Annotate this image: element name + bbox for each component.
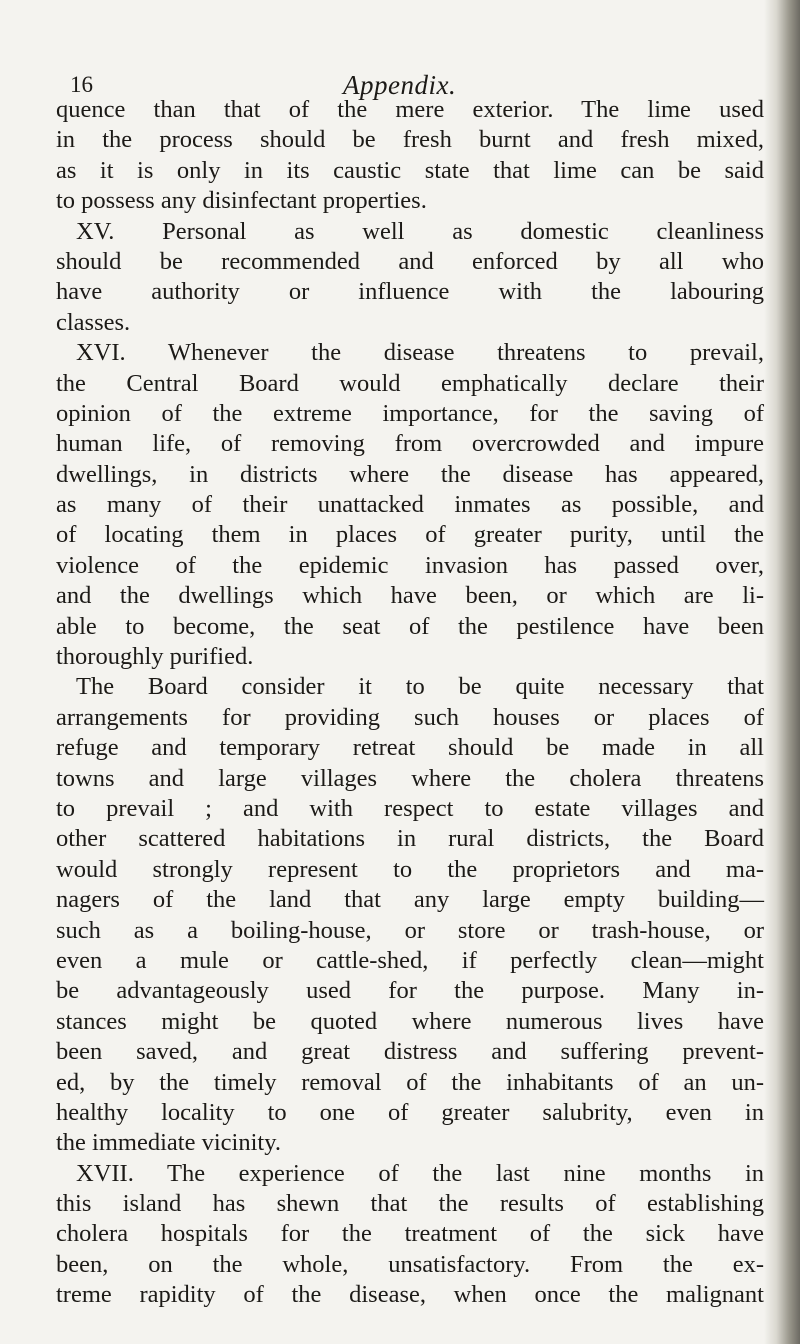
text-line: have authority or influence with the labouring xyxy=(56,278,764,306)
text-line: the Central Board would emphatically declare their xyxy=(56,369,764,397)
running-title: Appendix. xyxy=(343,70,457,100)
text-line: XV. Personal as well as domestic cleanliness xyxy=(76,217,764,245)
text-line: nagers of the land that any large empty building— xyxy=(56,886,764,914)
page-gutter-shadow xyxy=(764,0,800,1344)
text-line: classes. xyxy=(56,308,131,336)
text-line: in the process should be fresh burnt and fresh mixed, xyxy=(56,126,764,154)
text-line: and the dwellings which have been, or which are li- xyxy=(56,582,764,610)
text-line: XVI. Whenever the disease threatens to prevail, xyxy=(76,339,764,367)
text-line: treme rapidity of the disease, when once the malignant xyxy=(56,1281,764,1309)
text-line: able to become, the seat of the pestilence have been xyxy=(56,612,764,640)
text-line: to prevail ; and with respect to estate villages and xyxy=(56,794,764,822)
text-line: XVII. The experience of the last nine months in xyxy=(76,1159,764,1187)
text-line: as it is only in its caustic state that lime can be said xyxy=(56,156,764,184)
text-line: ed, by the timely removal of the inhabitants of an un- xyxy=(56,1068,764,1096)
text-line: arrangements for providing such houses or places of xyxy=(56,703,764,731)
text-line: the immediate vicinity. xyxy=(56,1129,281,1157)
text-line: other scattered habitations in rural districts, the Board xyxy=(56,825,764,853)
text-line: quence than that of the mere exterior. The lime used xyxy=(56,96,764,123)
text-line: such as a boiling-house, or store or trash-house, or xyxy=(56,916,764,944)
text-line: refuge and temporary retreat should be made in all xyxy=(56,734,764,762)
text-line: this island has shewn that the results of establishing xyxy=(56,1190,764,1218)
text-line: dwellings, in districts where the disease has appeared, xyxy=(56,460,764,488)
text-line: healthy locality to one of greater salubrity, even in xyxy=(56,1098,764,1126)
text-line: cholera hospitals for the treatment of the sick have xyxy=(56,1220,764,1248)
text-line: The Board consider it to be quite necessary that xyxy=(76,673,764,701)
text-line: stances might be quoted where numerous lives have xyxy=(56,1007,764,1035)
text-line: should be recommended and enforced by all who xyxy=(56,247,764,275)
text-line: towns and large villages where the cholera threatens xyxy=(56,764,764,792)
text-line: be advantageously used for the purpose. Many in- xyxy=(56,977,764,1005)
text-line: human life, of removing from overcrowded and impure xyxy=(56,430,764,458)
body-text xyxy=(56,95,764,1311)
text-line: thoroughly purified. xyxy=(56,643,254,671)
text-line: opinion of the extreme importance, for the saving of xyxy=(56,399,764,427)
text-line: been saved, and great distress and suffering prevent- xyxy=(56,1038,764,1066)
text-line: would strongly represent to the proprietors and ma- xyxy=(56,855,764,883)
text-line: of locating them in places of greater purity, until the xyxy=(56,521,764,549)
text-line: violence of the epidemic invasion has passed over, xyxy=(56,551,764,579)
page-number: 16 xyxy=(70,72,93,97)
text-line: to possess any disinfectant properties. xyxy=(56,187,427,215)
text-line: even a mule or cattle-shed, if perfectly clean—might xyxy=(56,946,764,974)
text-line: as many of their unattacked inmates as possible, and xyxy=(56,491,764,519)
text-line: been, on the whole, unsatisfactory. From the ex- xyxy=(56,1250,764,1278)
